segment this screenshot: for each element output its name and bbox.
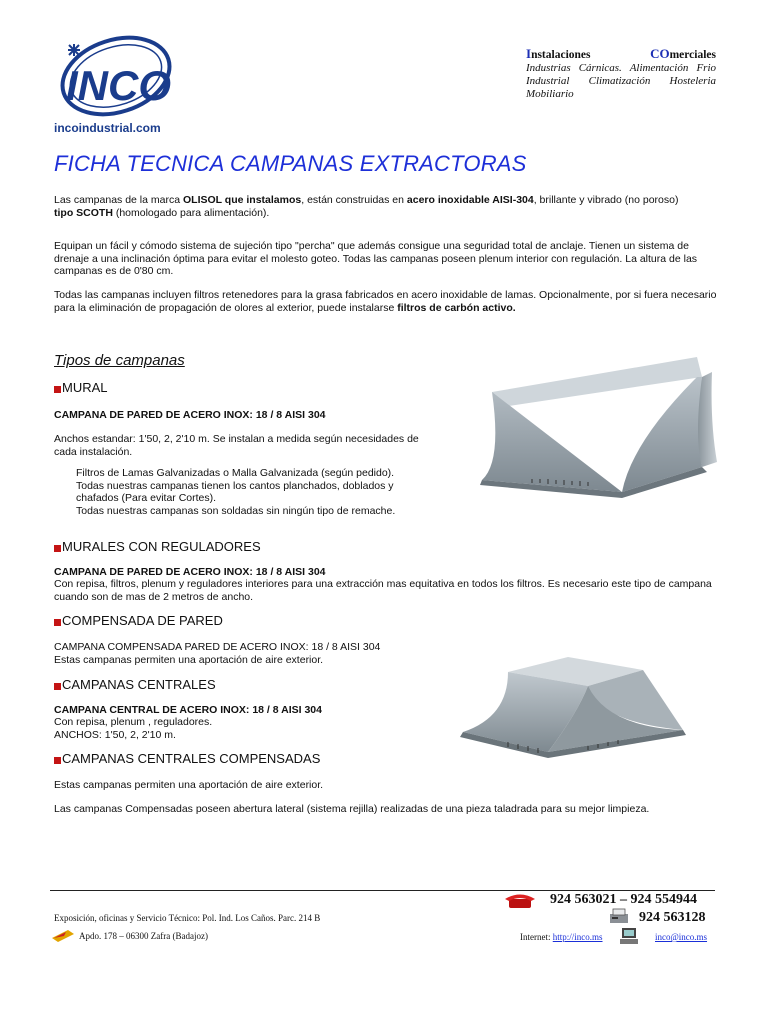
centrales-compensadas-text-2: Las campanas Compensadas poseen abertura lateral (sistema rejilla) realizadas de una pieza taladrada para su mejor limpieza.	[54, 803, 650, 815]
intro-paragraph-3: Todas las campanas incluyen filtros retenedores para la grasa fabricados en acero inoxidable de lamas. Opcionalmente, por si fuera necesario para la eliminación de propagación de olores al exterior, puede instalarse filtros de carbón activo.	[54, 289, 717, 314]
bullet-square-icon	[54, 619, 61, 626]
bullet-square-icon	[54, 757, 61, 764]
svg-text:INCO: INCO	[66, 62, 171, 109]
centrales-spec: CAMPANA CENTRAL DE ACERO INOX: 18 / 8 AISI 304	[54, 704, 322, 716]
compensada-text: Estas campanas permiten una aportación de aire exterior.	[54, 654, 324, 666]
company-activity-line: Industrial Climatización Hosteleria	[526, 75, 716, 87]
compensada-spec: CAMPANA COMPENSADA PARED DE ACERO INOX: 18 / 8 AISI 304	[54, 641, 381, 653]
logo-url[interactable]: incoindustrial.com	[54, 121, 161, 135]
murales-reguladores-text: Con repisa, filtros, plenum y reguladores interiores para una extracción mas equitativa en todos los filtros. Es necesario este tipo de campana cuando son de mas de 2 metros de ancho.	[54, 578, 712, 603]
company-block	[526, 46, 716, 101]
mail-icon	[52, 928, 74, 947]
footer-phone: 924 563021 – 924 554944	[550, 892, 697, 907]
mural-widths: Anchos estandar: 1'50, 2, 2'10 m. Se instalan a medida según necesidades de cada instalación.	[54, 433, 419, 458]
type-mural-heading: MURAL	[54, 380, 108, 395]
intro-paragraph-1: Las campanas de la marca OLISOL que instalamos, están construidas en acero inoxidable AISI-304, brillante y vibrado (no poroso) tipo SCOTH (homologado para alimentación).	[54, 194, 679, 219]
page-title: FICHA TECNICA CAMPANAS EXTRACTORAS	[54, 151, 527, 176]
footer-address: Apdo. 178 – 06300 Zafra (Badajoz)	[79, 931, 208, 941]
inco-logo	[50, 30, 180, 135]
footer-internet: Internet: http://inco.ms	[520, 932, 603, 942]
footer-divider	[50, 890, 715, 891]
footer-fax: 924 563128	[639, 910, 706, 925]
phone-icon	[503, 893, 537, 914]
centrales-compensadas-text-1: Estas campanas permiten una aportación de aire exterior.	[54, 779, 324, 791]
bullet-square-icon	[54, 386, 61, 393]
wall-hood-image	[462, 352, 727, 502]
email-link[interactable]: inco@inco.ms	[655, 932, 708, 942]
mural-feature: Todas nuestras campanas tienen los cantos planchados, doblados y chafados (Para evitar Cortes).	[76, 479, 394, 504]
internet-link[interactable]: http://inco.ms	[552, 932, 603, 942]
mural-feature: Filtros de Lamas Galvanizadas o Malla Galvanizada (según pedido).	[76, 467, 395, 479]
mural-spec: CAMPANA DE PARED DE ACERO INOX: 18 / 8 AISI 304	[54, 409, 326, 421]
footer-email-wrap	[655, 932, 707, 942]
centrales-text: Con repisa, plenum , reguladores. ANCHOS: 1'50, 2, 2'10 m.	[54, 716, 213, 741]
central-hood-image	[448, 642, 698, 767]
mural-feature: Todas nuestras campanas son soldadas sin ningún tipo de remache.	[76, 504, 396, 517]
company-activity-line: Mobiliario	[526, 88, 574, 100]
computer-icon	[619, 927, 639, 950]
type-centrales-heading: CAMPANAS CENTRALES	[54, 677, 216, 692]
type-centrales-compensadas-heading: CAMPANAS CENTRALES COMPENSADAS	[54, 751, 320, 766]
murales-reguladores-spec: CAMPANA DE PARED DE ACERO INOX: 18 / 8 AISI 304	[54, 566, 326, 578]
types-title: Tipos de campanas	[54, 352, 185, 369]
type-murales-reguladores-heading: MURALES CON REGULADORES	[54, 539, 261, 554]
type-compensada-heading: COMPENSADA DE PARED	[54, 613, 223, 628]
fax-icon	[608, 908, 630, 929]
company-name: Instalaciones COmerciales	[526, 46, 716, 61]
company-activity-line: Industrias Cárnicas. Alimentación Frio	[526, 62, 716, 74]
footer-exposition: Exposición, oficinas y Servicio Técnico: Pol. Ind. Los Caños. Parc. 214 B	[54, 913, 321, 923]
bullet-square-icon	[54, 683, 61, 690]
bullet-square-icon	[54, 545, 61, 552]
mural-feature-list	[76, 467, 416, 517]
intro-paragraph-2: Equipan un fácil y cómodo sistema de sujeción tipo "percha" que además consigue una seguridad total de anclaje. Tienen un sistema de drenaje a una inclinación óptima para evitar el molesto goteo. Todas las campanas poseen plenum interior con regulación. La altura de las campanas es de 0'80 cm.	[54, 240, 698, 277]
